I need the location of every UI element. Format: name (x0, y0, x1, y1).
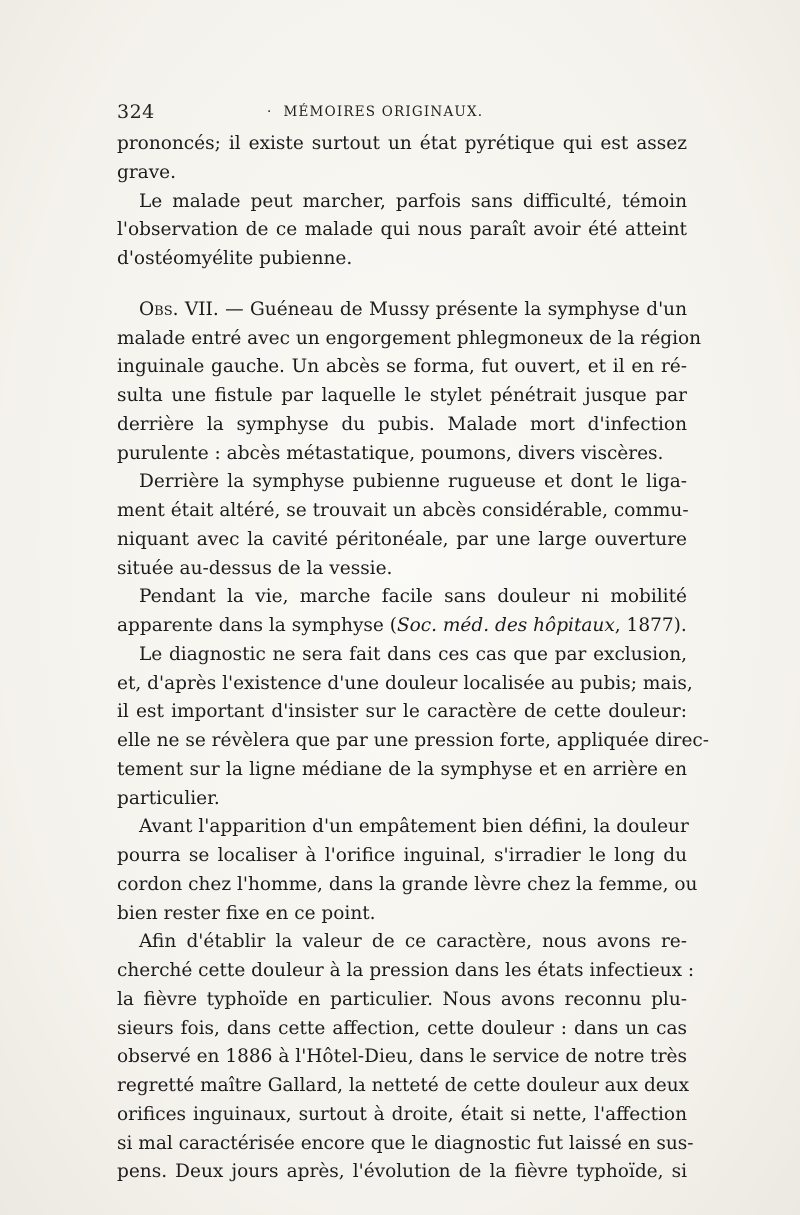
paragraph (117, 583, 687, 641)
text-line: inguinale gauche. Un abcès se forma, fut ouvert, et il en ré- (117, 356, 687, 378)
text-line: purulente : abcès métastatique, poumons, divers viscères. (117, 442, 664, 464)
text-line: niquant avec la cavité péritonéale, par une large ouverture (117, 528, 687, 550)
text-line (117, 296, 687, 325)
text-line-content: apparente dans la symphyse ( (117, 615, 397, 636)
text-line: si mal caractérisée encore que le diagnostic fut laissé en sus- (117, 1132, 694, 1154)
text-line (117, 583, 687, 612)
text-line: pourra se localiser à l'orifice inguinal, s'irradier le long du (117, 845, 687, 866)
text-line: la fièvre typhoïde en particulier. Nous avons reconnu plu- (117, 988, 687, 1010)
paragraph (117, 928, 695, 1187)
text-line-content: Afin d'établir la valeur de ce caractère, nous avons re- (139, 931, 687, 953)
text-line: elle ne se révèlera que par une pression forte, appliquée direc- (117, 730, 710, 751)
text-line: et, d'après l'existence d'une douleur localisée au pubis; mais, (117, 672, 693, 694)
observation-paragraph (117, 296, 702, 469)
text-line: pens. Deux jours après, l'évolution de la fièvre typhoïde, si (117, 1161, 687, 1183)
text-line: grave. (117, 161, 176, 183)
page-number: 324 (117, 101, 155, 123)
text-line: prononcés; il existe surtout un état pyrétique qui est assez (117, 133, 687, 154)
text-line: cordon chez l'homme, dans la grande lèvre chez la femme, ou (117, 873, 698, 895)
text-line: bien rester fixe en ce point. (117, 902, 376, 924)
text-line-content: Le malade peut marcher, parfois sans difficulté, témoin (139, 190, 687, 212)
text-line: l'observation de ce malade qui nous paraît avoir été atteint (117, 219, 687, 241)
text-line-content: , 1877). (614, 615, 687, 636)
paragraph (117, 813, 698, 928)
paragraph (117, 130, 687, 188)
body-text (117, 130, 710, 1187)
text-line-content: Avant l'apparition d'un empâtement bien défini, la douleur (139, 816, 689, 838)
text-line: derrière la symphyse du pubis. Malade mort d'infection (117, 413, 687, 435)
text-line (117, 928, 687, 957)
text-line (117, 468, 687, 497)
section-gap (117, 274, 687, 296)
paragraph (117, 641, 710, 814)
text-line: il est important d'insister sur le caractère de cette douleur: (117, 701, 687, 723)
text-line (117, 813, 687, 842)
text-line: particulier. (117, 787, 220, 809)
paragraph (117, 188, 687, 274)
text-line (117, 188, 687, 217)
text-line: ment était altéré, se trouvait un abcès considérable, commu- (117, 500, 689, 521)
text-line-content: Le diagnostic ne sera fait dans ces cas que par exclusion, (139, 643, 687, 665)
running-title (267, 104, 483, 120)
text-line: sieurs fois, dans cette affection, cette douleur : dans un cas (117, 1017, 687, 1039)
text-line (117, 641, 687, 670)
text-line-content: Pendant la vie, marche facile sans douleur ni mobilité (139, 586, 687, 608)
text-line-content: — Guéneau de Mussy présente la symphyse d'un (218, 298, 687, 320)
text-line-content: Derrière la symphyse pubienne rugueuse et dont le liga- (139, 471, 687, 493)
text-line: située au-dessus de la vessie. (117, 557, 393, 579)
text-line: sulta une fistule par laquelle le stylet pénétrait jusque par (117, 385, 687, 406)
header-separator-dot: · (267, 104, 273, 120)
page-header (117, 101, 685, 129)
text-line: observé en 1886 à l'Hôtel-Dieu, dans le service de notre très (117, 1046, 687, 1068)
text-line: orifices inguinaux, surtout à droite, était si nette, l'affection (117, 1103, 687, 1125)
text-line: cherché cette douleur à la pression dans les états infectieux : (117, 960, 695, 981)
text-line: malade entré avec un engorgement phlegmoneux de la région (117, 327, 702, 349)
journal-citation: Soc. méd. des hôpitaux (396, 615, 615, 636)
running-title-text: MÉMOIRES ORIGINAUX. (283, 104, 484, 120)
text-line (117, 612, 687, 641)
text-line: regretté maître Gallard, la netteté de cette douleur aux deux (117, 1075, 690, 1096)
text-line: tement sur la ligne médiane de la symphyse et en arrière en (117, 758, 687, 780)
paragraph (117, 468, 687, 583)
observation-label: Obs. VII. (139, 298, 219, 320)
text-line: d'ostéomyélite pubienne. (117, 248, 353, 269)
